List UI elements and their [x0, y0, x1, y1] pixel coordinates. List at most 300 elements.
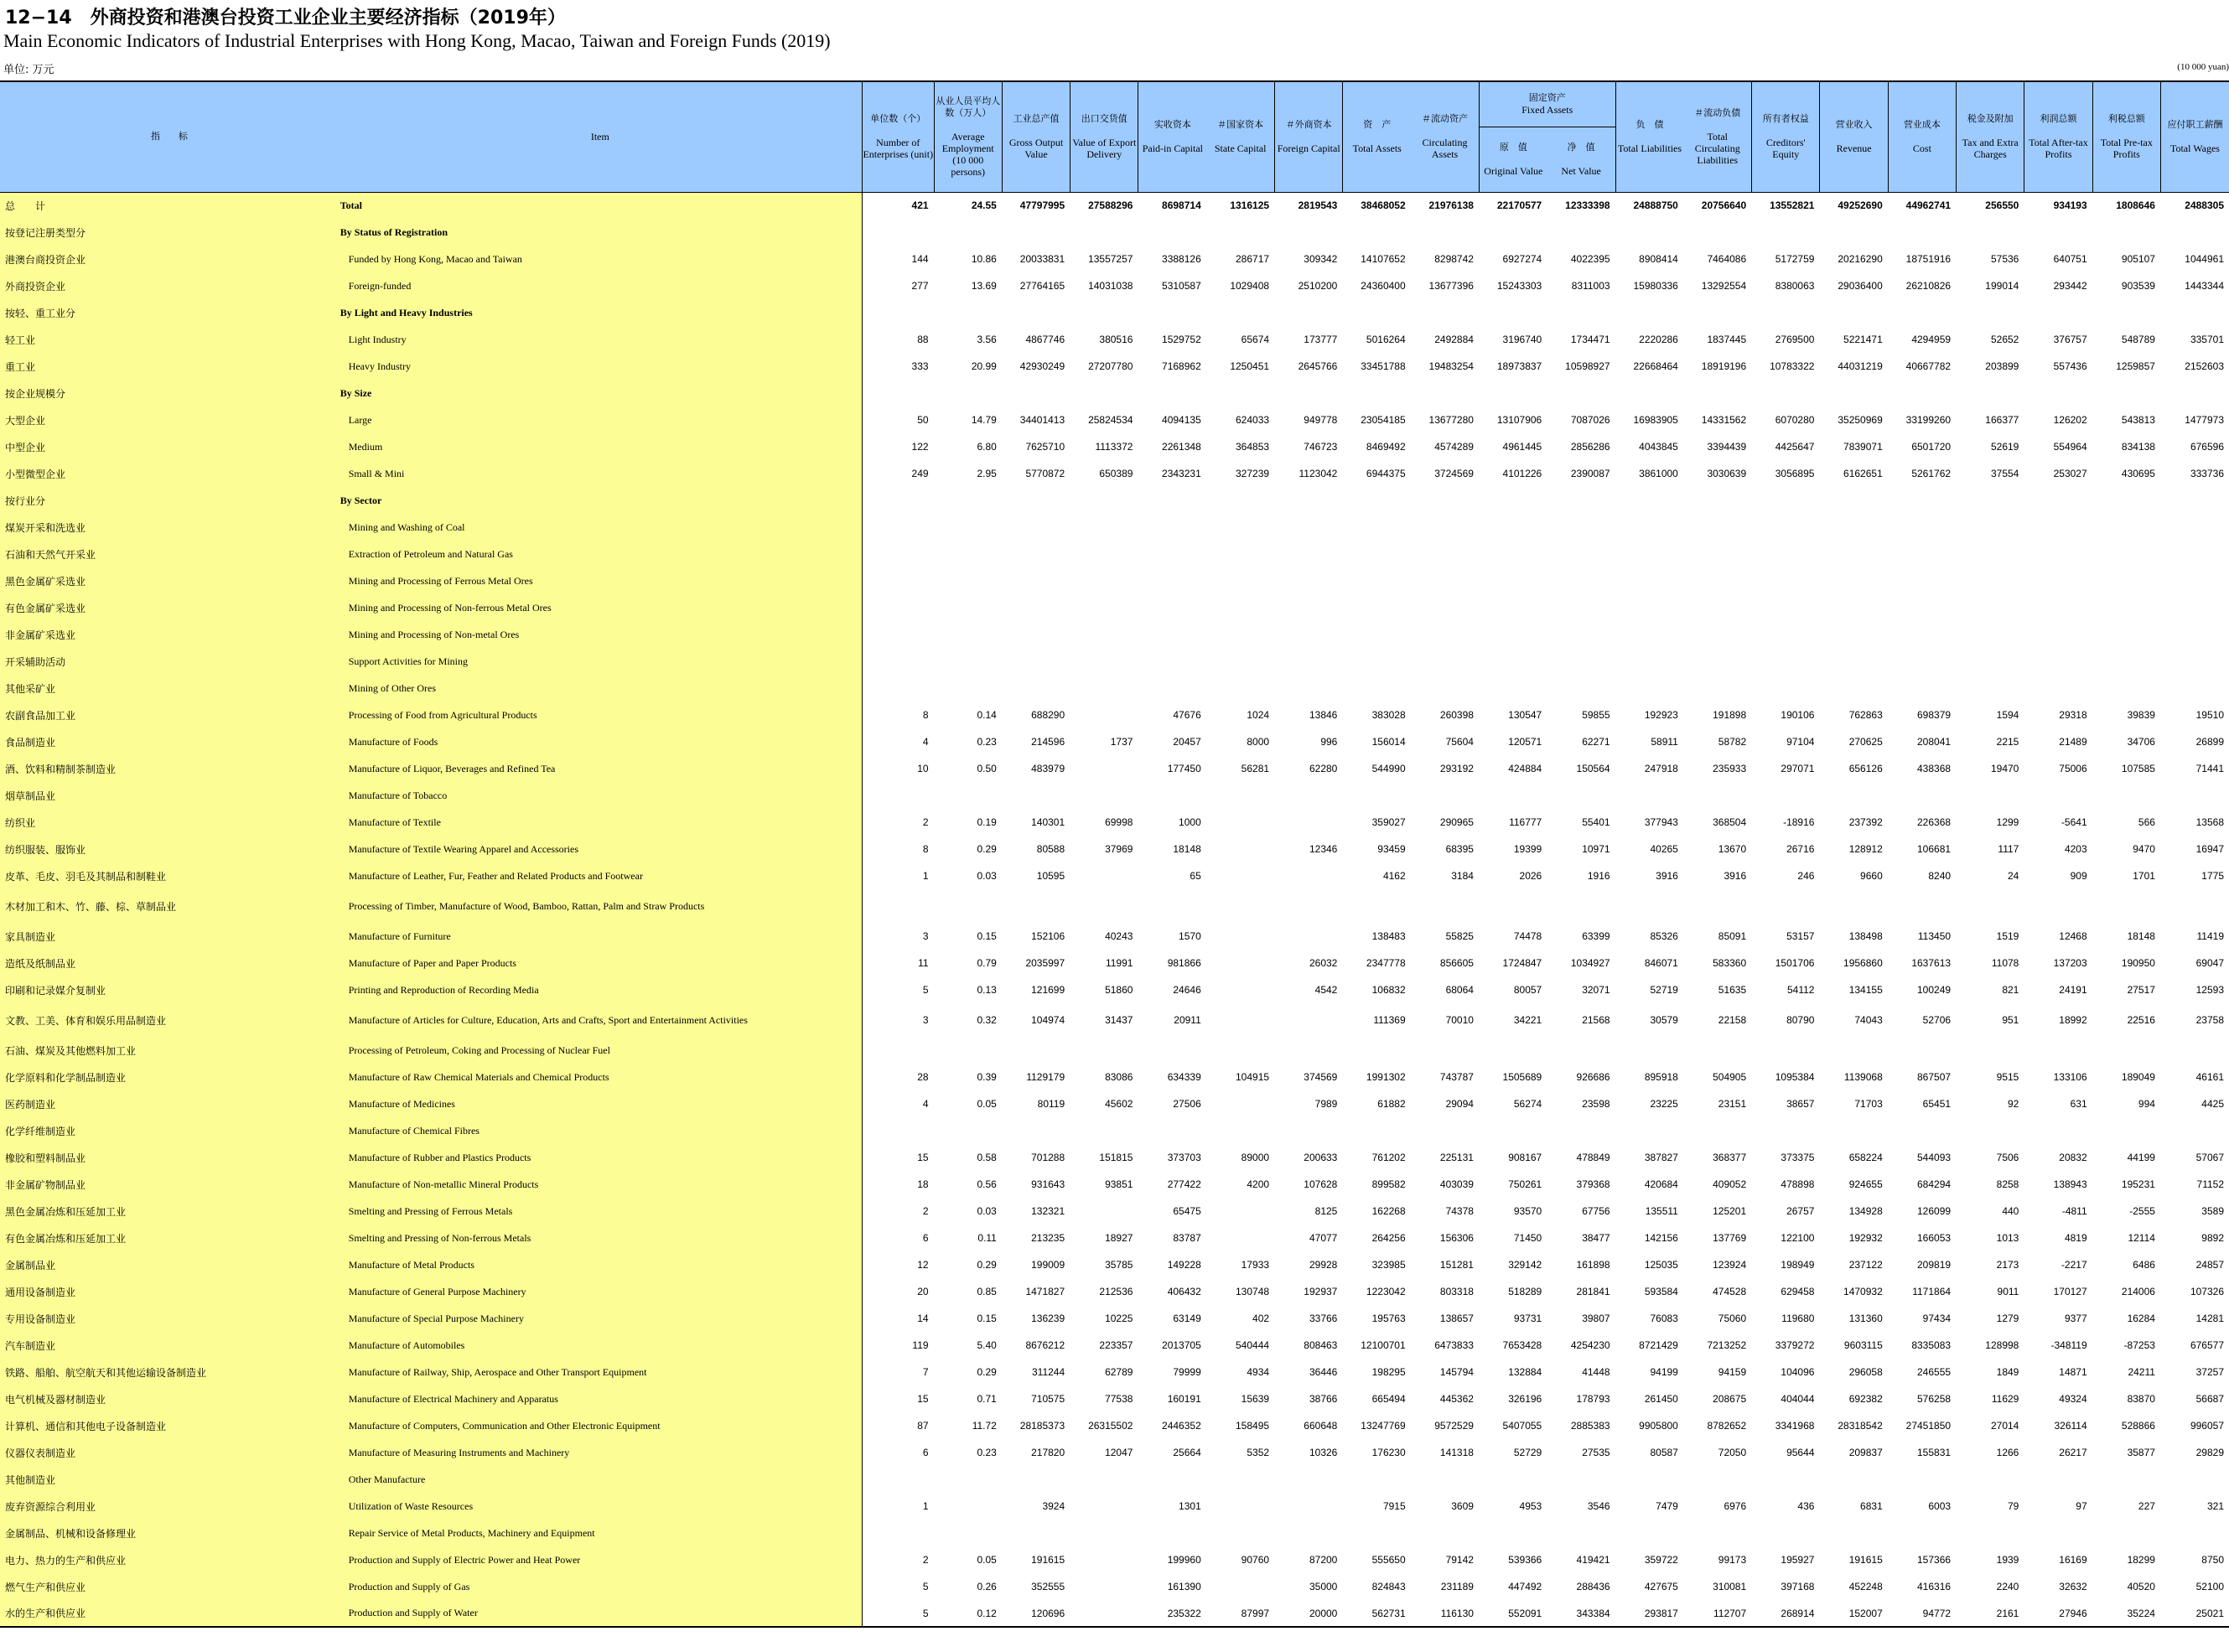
value-cell	[1275, 299, 1343, 326]
value-cell: 1724847	[1502, 957, 1542, 969]
value-cell	[1752, 487, 1820, 514]
value-cell	[1002, 782, 1070, 809]
value-cell	[1138, 380, 1206, 407]
value-cell: 33766	[1309, 1313, 1338, 1324]
value-cell	[1138, 487, 1206, 514]
value-cell	[1888, 219, 1956, 246]
value-cell: 1034927	[1570, 957, 1610, 969]
value-cell	[934, 541, 1002, 567]
value-cell: 548789	[2121, 334, 2155, 345]
value-cell	[1888, 648, 1956, 675]
value-cell	[2160, 621, 2229, 648]
value-cell: 1529752	[1162, 334, 1201, 345]
value-cell: 10783322	[1770, 360, 1815, 372]
value-cell: 406432	[1167, 1286, 1201, 1297]
value-cell	[1479, 1117, 1547, 1144]
value-cell: 1737	[1110, 736, 1133, 748]
value-cell: 24857	[2195, 1259, 2224, 1271]
value-cell: 199014	[1985, 280, 2019, 292]
value-cell: 504905	[1713, 1071, 1747, 1083]
value-cell: 13846	[1309, 709, 1338, 721]
value-cell: 3	[862, 1003, 934, 1037]
value-cell	[2160, 514, 2229, 541]
value-cell: 92	[2007, 1098, 2019, 1110]
value-cell	[934, 1466, 1002, 1493]
value-cell	[1275, 782, 1343, 809]
value-cell	[1206, 219, 1274, 246]
value-cell: 7915	[1382, 1500, 1406, 1512]
value-cell: 126202	[2053, 414, 2087, 426]
value-cell	[1479, 1466, 1547, 1493]
value-cell: 87	[862, 1412, 934, 1439]
value-cell: 34401413	[1019, 414, 1065, 426]
value-cell: 19470	[1990, 763, 2019, 774]
value-cell	[1615, 1037, 1683, 1064]
value-cell: 13670	[1718, 843, 1747, 855]
value-cell: 710575	[1031, 1393, 1065, 1405]
value-cell: 22516	[2127, 1014, 2155, 1026]
value-cell: 85091	[1718, 930, 1747, 942]
row-label-en: Manufacture of Articles for Culture, Education, Arts and Crafts, Sport and Entertainment Activities	[339, 1003, 863, 1037]
value-cell	[1070, 702, 1138, 728]
value-cell: 40520	[2127, 1581, 2155, 1592]
value-cell: 22158	[1718, 1014, 1747, 1026]
value-cell: 2819543	[1298, 199, 1338, 212]
value-cell: 12114	[2128, 1232, 2155, 1244]
value-cell: 761202	[1371, 1152, 1406, 1163]
value-cell	[1752, 648, 1820, 675]
row-label-cn: 小型微型企业	[0, 460, 339, 487]
value-cell: 8240	[1928, 870, 1952, 882]
table-row	[0, 1573, 2229, 1600]
value-cell	[1343, 219, 1411, 246]
value-cell: 13.69	[971, 280, 997, 292]
value-cell	[1820, 1117, 1888, 1144]
value-cell: 208675	[1713, 1393, 1747, 1405]
value-cell: 3924	[1042, 1500, 1065, 1512]
value-cell: 119	[862, 1332, 934, 1359]
value-cell	[1683, 782, 1751, 809]
value-cell: 1570	[1179, 930, 1201, 942]
row-label-en: By Status of Registration	[339, 219, 863, 246]
value-cell	[1957, 299, 2024, 326]
value-cell: 0.03	[977, 870, 997, 882]
value-cell	[1547, 1117, 1615, 1144]
value-cell: 100249	[1917, 984, 1952, 996]
value-cell: 158495	[1236, 1420, 1270, 1432]
value-cell	[1479, 621, 1547, 648]
value-cell: 23054185	[1361, 414, 1406, 426]
value-cell: 309342	[1304, 253, 1338, 265]
value-cell: 157366	[1917, 1554, 1952, 1566]
value-cell	[1138, 782, 1206, 809]
value-cell: 138657	[1439, 1313, 1474, 1324]
value-cell: 106681	[1917, 843, 1952, 855]
value-cell	[2092, 675, 2160, 702]
value-cell: 107326	[2190, 1286, 2224, 1297]
value-cell: 290965	[1439, 816, 1474, 828]
table-row	[0, 487, 2229, 514]
value-cell: 47676	[1173, 709, 1201, 721]
value-cell	[1615, 567, 1683, 594]
row-label-en: Manufacture of Railway, Ship, Aerospace and Other Transport Equipment	[339, 1359, 863, 1385]
value-cell: 0.71	[977, 1393, 997, 1405]
value-cell: 2240	[1996, 1581, 2019, 1592]
value-cell: 231189	[1440, 1581, 1474, 1592]
value-cell: 152007	[1820, 1600, 1888, 1627]
value-cell: 3.56	[977, 334, 997, 345]
value-cell	[1547, 380, 1615, 407]
value-cell: 192937	[1304, 1286, 1338, 1297]
value-cell	[862, 299, 934, 326]
value-cell	[1343, 380, 1411, 407]
value-cell: 51860	[1105, 984, 1133, 996]
value-cell: 145794	[1439, 1366, 1474, 1378]
value-cell: 21489	[2059, 736, 2087, 748]
value-cell: 3916	[1724, 870, 1747, 882]
value-cell: 247918	[1644, 763, 1678, 774]
table-row	[0, 1412, 2229, 1439]
value-cell: 1013	[1996, 1232, 2019, 1244]
value-cell: 9515	[1996, 1071, 2019, 1083]
value-cell: 130547	[1508, 709, 1542, 721]
value-cell: 383028	[1371, 709, 1406, 721]
table-row	[0, 950, 2229, 976]
row-label-en: Extraction of Petroleum and Natural Gas	[339, 541, 863, 567]
value-cell: 924655	[1848, 1178, 1883, 1190]
value-cell: 6003	[1928, 1500, 1952, 1512]
value-cell: 1637613	[1911, 957, 1952, 969]
value-cell: 1	[862, 1493, 934, 1520]
value-cell: 93851	[1105, 1178, 1133, 1190]
value-cell	[1888, 675, 1956, 702]
value-cell	[1752, 1117, 1820, 1144]
value-cell	[1206, 1037, 1274, 1064]
value-cell: 80587	[1650, 1447, 1678, 1458]
value-cell: 120696	[1002, 1600, 1070, 1627]
value-cell: 83086	[1105, 1071, 1133, 1083]
value-cell: -5641	[2061, 816, 2087, 828]
value-cell	[1957, 514, 2024, 541]
value-cell: 10595	[1036, 870, 1065, 882]
value-cell	[1070, 889, 1138, 923]
value-cell	[1411, 621, 1479, 648]
value-cell: 63399	[1582, 930, 1610, 942]
value-cell: 2856286	[1570, 441, 1610, 453]
row-label-en: Manufacture of Foods	[339, 728, 863, 755]
value-cell	[2024, 1037, 2092, 1064]
value-cell: 8	[862, 836, 934, 862]
value-cell: 195763	[1371, 1313, 1406, 1324]
value-cell	[934, 1117, 1002, 1144]
value-cell: 0.15	[977, 1313, 997, 1324]
value-cell: 2173	[1996, 1259, 2019, 1271]
value-cell: 20216290	[1838, 253, 1883, 265]
row-label-en: Utilization of Waste Resources	[339, 1493, 863, 1520]
value-cell: 191898	[1713, 709, 1747, 721]
value-cell: 5310587	[1162, 280, 1201, 292]
row-label-cn: 石油、煤炭及其他燃料加工业	[0, 1037, 339, 1064]
value-cell: 19510	[2195, 709, 2224, 721]
value-cell: 76083	[1650, 1313, 1678, 1324]
value-cell	[2092, 567, 2160, 594]
row-label-cn: 非金属矿物制品业	[0, 1171, 339, 1198]
value-cell: 56687	[2195, 1393, 2224, 1405]
value-cell	[1138, 675, 1206, 702]
value-cell: 26899	[2195, 736, 2224, 748]
row-label-cn: 化学原料和化学制品制造业	[0, 1064, 339, 1090]
value-cell: 1316125	[1230, 199, 1270, 212]
value-cell	[1002, 567, 1070, 594]
value-cell: 445362	[1439, 1393, 1474, 1405]
value-cell: 0.29	[977, 843, 997, 855]
value-cell: 166053	[1917, 1232, 1952, 1244]
value-cell	[1206, 299, 1274, 326]
value-cell: 926686	[1576, 1071, 1610, 1083]
value-cell: 293817	[1615, 1600, 1683, 1627]
value-cell: 235933	[1713, 763, 1747, 774]
value-cell: 35877	[2127, 1447, 2155, 1458]
value-cell	[862, 1117, 934, 1144]
value-cell: 329142	[1508, 1259, 1542, 1271]
value-cell	[1820, 380, 1888, 407]
header-paid-in: 实收资本 Paid-in Capital	[1138, 81, 1206, 192]
value-cell	[1002, 541, 1070, 567]
value-cell: 21568	[1582, 1014, 1610, 1026]
value-cell: 1519	[1996, 930, 2019, 942]
value-cell	[1206, 621, 1274, 648]
value-cell: 1956860	[1843, 957, 1883, 969]
table-row	[0, 1198, 2229, 1225]
value-cell: 374569	[1304, 1071, 1338, 1083]
value-cell: 209819	[1917, 1259, 1952, 1271]
value-cell: 5	[862, 1573, 934, 1600]
value-cell: 63149	[1173, 1313, 1201, 1324]
value-cell: 21976138	[1428, 199, 1474, 212]
value-cell	[1957, 487, 2024, 514]
value-cell: 190106	[1781, 709, 1815, 721]
value-cell: 1000	[1179, 816, 1201, 828]
value-cell: 25824534	[1088, 414, 1133, 426]
row-label-cn: 港澳台商投资企业	[0, 246, 339, 272]
value-cell: 16169	[2059, 1554, 2087, 1566]
value-cell: 49252690	[1838, 199, 1883, 212]
value-cell: 9377	[2064, 1313, 2087, 1324]
value-cell: 214596	[1031, 736, 1065, 748]
value-cell: 52706	[1922, 1014, 1952, 1026]
value-cell: 15	[862, 1385, 934, 1412]
value-cell	[2092, 782, 2160, 809]
row-label-en: Manufacture of Tobacco	[339, 782, 863, 809]
value-cell: 121699	[1031, 984, 1065, 996]
value-cell: 30579	[1650, 1014, 1678, 1026]
value-cell	[1615, 541, 1683, 567]
value-cell	[1070, 862, 1138, 889]
value-cell: 286717	[1236, 253, 1270, 265]
value-cell: 120571	[1508, 736, 1542, 748]
value-cell: 1505689	[1502, 1071, 1542, 1083]
value-cell: 743787	[1439, 1071, 1474, 1083]
row-label-en: Manufacture of Measuring Instruments and Machinery	[339, 1439, 863, 1466]
value-cell: 359027	[1371, 816, 1406, 828]
row-label-en: Production and Supply of Water	[339, 1600, 863, 1627]
value-cell: 14	[862, 1305, 934, 1332]
value-cell: 1301	[1179, 1500, 1201, 1512]
value-cell: -348119	[2050, 1339, 2087, 1351]
header-after-tax-profit: 利润总额 Total After-tax Profits	[2024, 81, 2092, 192]
value-cell: 430695	[2121, 468, 2155, 479]
value-cell: 137203	[2053, 957, 2087, 969]
value-cell: 0.23	[977, 1447, 997, 1458]
value-cell: 557436	[2053, 360, 2087, 372]
row-label-en: Manufacture of Special Purpose Machinery	[339, 1305, 863, 1332]
value-cell: 264256	[1371, 1232, 1406, 1244]
value-cell: 14331562	[1701, 414, 1747, 426]
row-label-cn: 总 计	[0, 192, 339, 219]
value-cell: 440	[2002, 1205, 2019, 1217]
value-cell	[1547, 889, 1615, 923]
header-cost: 营业成本 Cost	[1888, 81, 1956, 192]
row-label-en: Large	[339, 407, 863, 433]
value-cell: 89000	[1241, 1152, 1270, 1163]
table-row	[0, 567, 2229, 594]
value-cell	[1820, 487, 1888, 514]
value-cell: 75060	[1718, 1313, 1747, 1324]
value-cell: 136239	[1031, 1313, 1065, 1324]
value-cell: 4203	[2064, 843, 2087, 855]
value-cell: 90760	[1241, 1554, 1270, 1566]
value-cell: 1991302	[1366, 1071, 1406, 1083]
value-cell: 368377	[1713, 1152, 1747, 1163]
value-cell: 270625	[1848, 736, 1883, 748]
value-cell: 52719	[1650, 984, 1678, 996]
value-cell	[2160, 380, 2229, 407]
value-cell: 226368	[1917, 816, 1952, 828]
value-cell	[1683, 514, 1751, 541]
value-cell	[1411, 675, 1479, 702]
value-cell: 8000	[1247, 736, 1270, 748]
value-cell	[1138, 621, 1206, 648]
row-label-cn: 燃气生产和供应业	[0, 1573, 339, 1600]
row-label-cn: 农副食品加工业	[0, 702, 339, 728]
value-cell	[2024, 541, 2092, 567]
header-original-value: 原 值 Original Value	[1479, 127, 1547, 192]
value-cell	[1888, 1520, 1956, 1546]
value-cell	[1343, 567, 1411, 594]
table-row	[0, 1520, 2229, 1546]
table-row	[0, 353, 2229, 380]
value-cell: 111369	[1373, 1014, 1406, 1026]
value-cell: 0.32	[977, 1014, 997, 1026]
value-cell	[1615, 648, 1683, 675]
value-cell: 80790	[1786, 1014, 1815, 1026]
value-cell: 2390087	[1570, 468, 1610, 479]
value-cell	[1752, 1520, 1820, 1546]
value-cell: 106832	[1371, 984, 1406, 996]
row-label-cn: 仪器仪表制造业	[0, 1439, 339, 1466]
row-label-cn: 水的生产和供应业	[0, 1600, 339, 1627]
value-cell: 10326	[1309, 1447, 1338, 1458]
value-cell	[1411, 782, 1479, 809]
header-indicator-cn: 指 标	[0, 81, 339, 192]
value-cell: 4425647	[1775, 441, 1815, 453]
value-cell: 26217	[2059, 1447, 2087, 1458]
value-cell: 387827	[1644, 1152, 1678, 1163]
value-cell: 80119	[1037, 1098, 1065, 1110]
value-cell	[1888, 1117, 1956, 1144]
value-cell: 71703	[1854, 1098, 1883, 1110]
value-cell	[1957, 567, 2024, 594]
value-cell: 18751916	[1905, 253, 1952, 265]
value-cell	[1411, 1117, 1479, 1144]
value-cell: 138498	[1848, 930, 1883, 942]
value-cell: 49324	[2059, 1393, 2087, 1405]
value-cell: 9892	[2201, 1232, 2224, 1244]
value-cell	[2160, 889, 2229, 923]
value-cell	[1888, 621, 1956, 648]
value-cell: 3546	[1587, 1500, 1610, 1512]
value-cell: 189049	[2121, 1071, 2155, 1083]
value-cell	[1547, 594, 1615, 621]
value-cell: 8469492	[1366, 441, 1406, 453]
value-cell: 2	[862, 1546, 934, 1573]
value-cell: 343384	[1547, 1600, 1615, 1627]
value-cell	[1275, 648, 1343, 675]
value-cell: 3184	[1451, 870, 1474, 882]
value-cell: 65674	[1241, 334, 1270, 345]
row-label-en: Manufacture of Chemical Fibres	[339, 1117, 863, 1144]
value-cell	[862, 1466, 934, 1493]
value-cell: 1775	[2201, 870, 2224, 882]
value-cell: 8125	[1314, 1205, 1338, 1217]
value-cell	[862, 567, 934, 594]
row-label-cn: 开采辅助活动	[0, 648, 339, 675]
value-cell	[1002, 621, 1070, 648]
value-cell	[1206, 1090, 1274, 1117]
value-cell	[934, 621, 1002, 648]
value-cell: 447492	[1508, 1581, 1542, 1592]
value-cell: 478849	[1576, 1152, 1610, 1163]
value-cell: 56274	[1513, 1098, 1542, 1110]
header-net-value: 净 值 Net Value	[1547, 127, 1615, 192]
value-cell	[1070, 1600, 1138, 1627]
row-label-cn: 非金属矿采选业	[0, 621, 339, 648]
value-cell: 544990	[1371, 763, 1406, 774]
value-cell: 14281	[2195, 1313, 2224, 1324]
table-row	[0, 1439, 2229, 1466]
value-cell: 2026	[1519, 870, 1542, 882]
value-cell: 10971	[1582, 843, 1610, 855]
value-cell: 116777	[1509, 816, 1542, 828]
value-cell	[1479, 594, 1547, 621]
value-cell	[1411, 648, 1479, 675]
value-cell: 79	[2007, 1500, 2019, 1512]
table-row	[0, 219, 2229, 246]
value-cell: 688290	[1031, 709, 1065, 721]
value-cell: 156306	[1439, 1232, 1474, 1244]
value-cell	[1070, 1466, 1138, 1493]
value-cell: 24	[2007, 870, 2019, 882]
value-cell: 1471827	[1025, 1286, 1065, 1297]
row-label-en: Processing of Timber, Manufacture of Wood, Bamboo, Rattan, Palm and Straw Products	[339, 889, 863, 923]
value-cell: 8908414	[1639, 253, 1678, 265]
value-cell	[1615, 219, 1683, 246]
value-cell: 156014	[1371, 736, 1406, 748]
value-cell: 20756640	[1701, 199, 1747, 212]
value-cell	[1957, 219, 2024, 246]
value-cell: 152106	[1031, 930, 1065, 942]
value-cell: 566	[2138, 816, 2155, 828]
